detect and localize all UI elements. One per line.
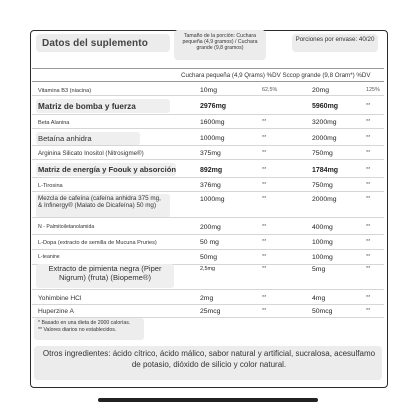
- serving-size: Tamaño de la porción: Cuchara pequeña (4,9 gramos) / Cuchara grande (9,8 gramos): [182, 33, 258, 51]
- ingredient-name: Extracto de pimienta negra (Piper Nigrum) (fruta) (Biopeme®): [48, 264, 162, 282]
- amount-small-scoop: 2976mg: [200, 103, 227, 111]
- ingredient-name: Betaína anhidra: [38, 133, 92, 143]
- footnotes: [38, 320, 142, 334]
- amount-large-scoop: 750mg: [312, 150, 333, 158]
- table-row: [32, 117, 384, 129]
- ingredient-name: Matriz de bomba y fuerza: [38, 102, 136, 112]
- panel-title: Datos del suplemento: [42, 38, 148, 49]
- dv-small-scoop: **: [262, 224, 267, 231]
- table-row: [32, 236, 384, 250]
- table-row: [32, 251, 384, 265]
- table-row: [32, 292, 384, 305]
- ingredient-name: Yohimbine HCl: [38, 294, 82, 302]
- amount-large-scoop: 50mcg: [312, 308, 333, 316]
- column-headers: Cuchara pequeña (4,9 Qrams) %DV Sccop grande (9,8 Oram*) %DV: [181, 72, 371, 79]
- ingredient-name: Huperzine A: [38, 308, 74, 316]
- row-divider: [32, 234, 384, 235]
- table-row: [32, 132, 384, 146]
- row-divider: [32, 145, 384, 146]
- amount-large-scoop: 5mg: [312, 266, 326, 273]
- table-row: [32, 264, 384, 290]
- ingredient-name: Arginina Silicato Inositol (Nitrosigme®): [38, 150, 144, 158]
- dv-large-scoop: **: [366, 166, 371, 173]
- amount-small-scoop: 200mg: [200, 224, 221, 232]
- amount-large-scoop: 750mg: [312, 182, 333, 190]
- dv-large-scoop: 125%: [366, 87, 380, 94]
- ingredient-name: Vitamina B3 (niacina): [38, 87, 92, 94]
- servings-per-container: Porciones por envase: 40/20: [295, 36, 375, 43]
- amount-large-scoop: 100mg: [312, 254, 333, 262]
- bottom-bar: [98, 398, 318, 402]
- dv-large-scoop: **: [366, 308, 371, 315]
- amount-large-scoop: 4mg: [312, 294, 326, 302]
- ingredient-name: L-Dopa (extracto de semilla de Mucuna Pruries): [38, 239, 157, 246]
- dv-large-scoop: **: [366, 119, 371, 126]
- dv-large-scoop: **: [366, 254, 371, 261]
- dv-small-scoop: **: [262, 182, 267, 189]
- amount-large-scoop: 20mg: [312, 87, 330, 95]
- dv-large-scoop: **: [366, 239, 371, 246]
- amount-large-scoop: 400mg: [312, 224, 333, 232]
- row-divider: [32, 217, 384, 218]
- dv-small-scoop: **: [262, 266, 267, 272]
- dv-large-scoop: **: [366, 294, 371, 301]
- dv-small-scoop: **: [262, 196, 267, 202]
- table-row: [32, 306, 384, 318]
- row-divider: [32, 159, 384, 160]
- column-header-rule: [32, 81, 384, 82]
- dv-small-scoop: 62,5%: [262, 87, 278, 94]
- row-divider: [32, 289, 384, 290]
- ingredient-name: L-Tirosina: [38, 182, 63, 189]
- dv-large-scoop: **: [366, 182, 371, 189]
- table-row: [32, 148, 384, 160]
- row-divider: [32, 304, 384, 305]
- dv-large-scoop: **: [366, 103, 371, 110]
- amount-small-scoop: 1000mg: [200, 196, 225, 203]
- dv-small-scoop: **: [262, 119, 267, 126]
- row-divider: [32, 128, 384, 129]
- amount-small-scoop: 375mg: [200, 150, 221, 158]
- dv-small-scoop: **: [262, 239, 267, 246]
- dv-small-scoop: **: [262, 254, 267, 261]
- dv-large-scoop: **: [366, 135, 371, 142]
- amount-small-scoop: 892mg: [200, 166, 223, 174]
- amount-small-scoop: 50 mg: [200, 239, 219, 247]
- header-rule: [32, 68, 384, 69]
- table-row: [32, 99, 384, 115]
- amount-small-scoop: 1000mg: [200, 135, 225, 143]
- dv-small-scoop: **: [262, 166, 267, 173]
- ingredient-name: Beta Alanina: [38, 119, 70, 126]
- dv-large-scoop: **: [366, 266, 371, 272]
- dv-small-scoop: **: [262, 308, 267, 315]
- dv-large-scoop: **: [366, 196, 371, 202]
- amount-large-scoop: 2000mg: [312, 135, 337, 143]
- amount-small-scoop: 50mg: [200, 254, 218, 262]
- table-row: [32, 180, 384, 192]
- amount-small-scoop: 1600mg: [200, 119, 225, 127]
- other-ingredients: Otros ingredientes: ácido cítrico, ácido málico, sabor natural y artificial, sucralosa, acesulfamo de potasio, dióxido de silicio y color natural.: [42, 349, 376, 369]
- amount-small-scoop: 10mg: [200, 87, 218, 95]
- ingredient-name: L-teanine: [38, 254, 60, 260]
- dv-small-scoop: **: [262, 150, 267, 157]
- amount-large-scoop: 5960mg: [312, 103, 339, 111]
- amount-small-scoop: 376mg: [200, 182, 221, 190]
- row-divider: [32, 95, 384, 96]
- ingredient-name: Mezcla de cafeína (cafeína anhidra 375 mg, & Infinergy® (Malato de Dicafeína) 50 mg): [38, 195, 161, 210]
- footnote-daily-diet: * Basado en una dieta de 2000 calorías.: [38, 320, 131, 326]
- dv-large-scoop: **: [366, 224, 371, 231]
- amount-large-scoop: 2000mg: [312, 196, 337, 203]
- ingredient-name: Matriz de energía y Foouk y absorción: [38, 165, 176, 175]
- amount-small-scoop: 2mg: [200, 294, 214, 302]
- table-row: [32, 86, 384, 96]
- amount-small-scoop: 2,5mg: [200, 266, 215, 272]
- row-divider: [32, 249, 384, 250]
- amount-large-scoop: 100mg: [312, 239, 333, 247]
- table-row: [32, 221, 384, 235]
- amount-large-scoop: 1784mg: [312, 166, 339, 174]
- amount-small-scoop: 25mcg: [200, 308, 221, 316]
- ingredient-name: N - Palmitoiletanolamida: [38, 224, 95, 230]
- footnote-dv-not-established: ** Valores diarios no establecidos.: [38, 326, 117, 333]
- amount-large-scoop: 3200mg: [312, 119, 337, 127]
- row-divider: [32, 114, 384, 115]
- row-divider: [32, 191, 384, 192]
- dv-small-scoop: **: [262, 294, 267, 301]
- table-row: [32, 194, 384, 218]
- dv-small-scoop: **: [262, 135, 267, 142]
- row-divider: [32, 177, 384, 178]
- table-row: [32, 163, 384, 178]
- dv-large-scoop: **: [366, 150, 371, 157]
